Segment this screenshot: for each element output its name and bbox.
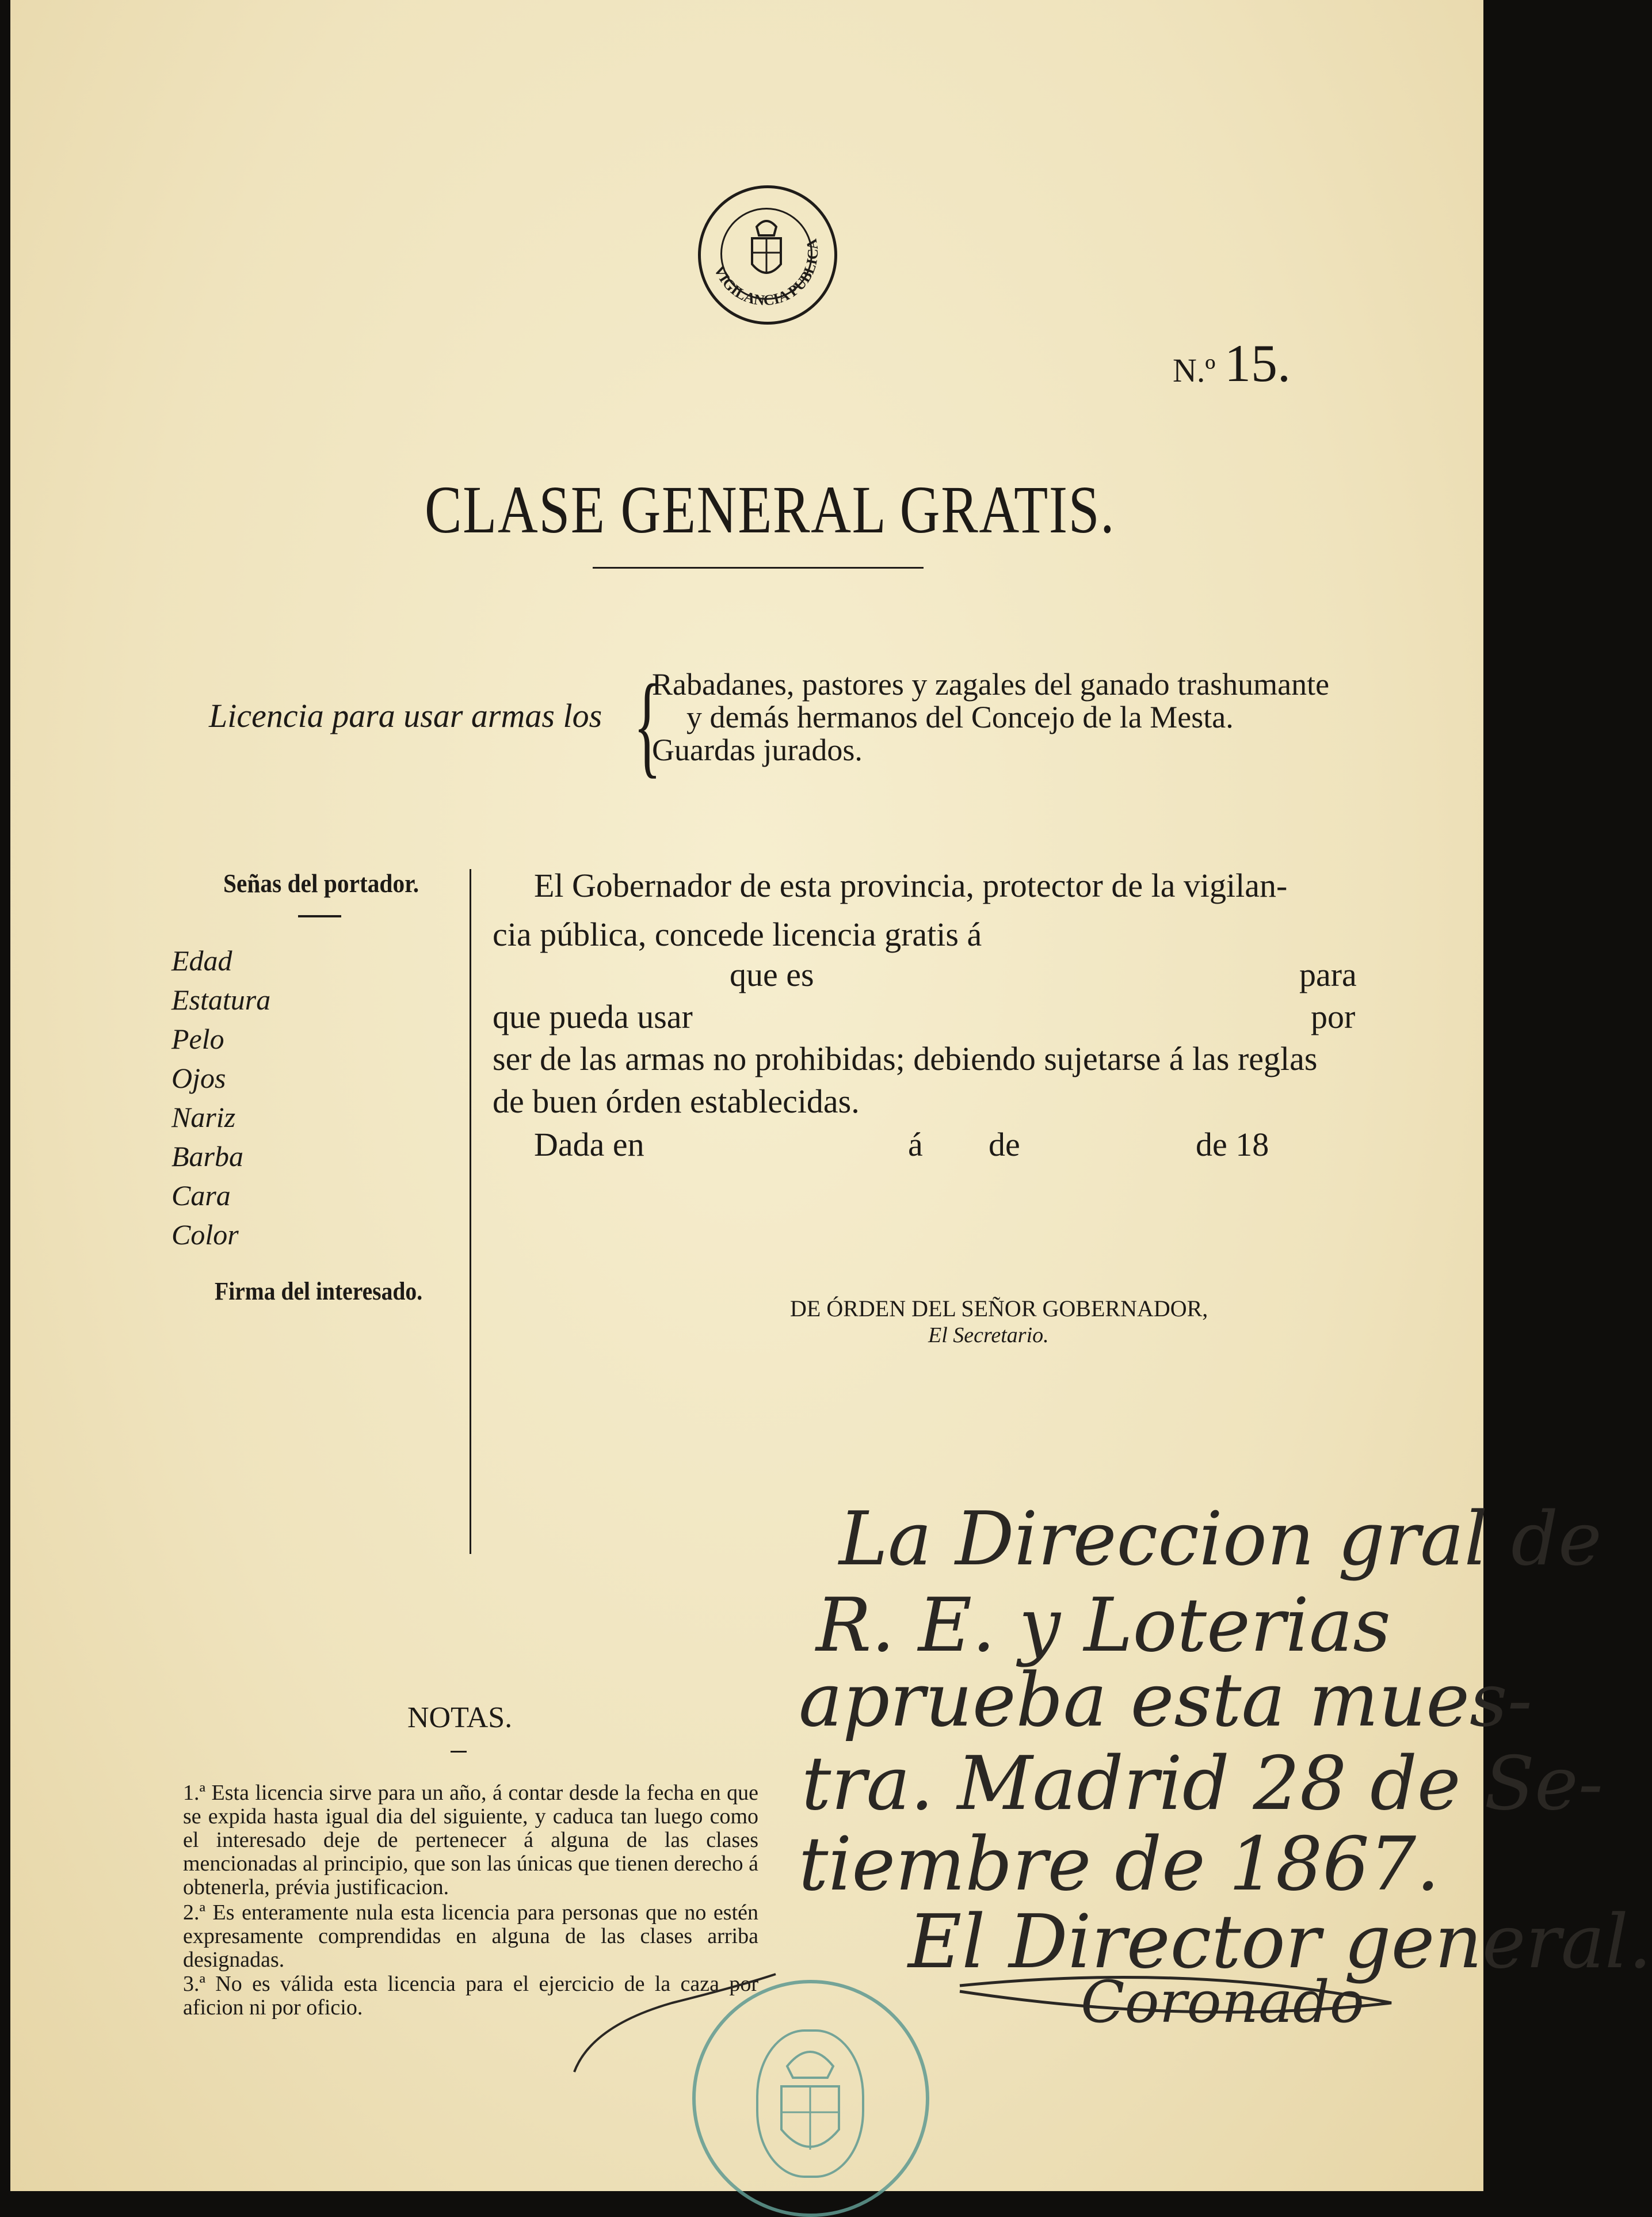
seal-text-ring bbox=[698, 185, 831, 319]
rentas-stamp bbox=[692, 1980, 929, 2217]
note-item: 1.ª Esta licencia sirve para un año, á contar desde la fecha en que se expida hasta igual dia del siguiente, y caduca tan luego como el interesado deje de pertenecer á alguna de las clases mencionadas al principio, que son las únicas que tienen derecho á obtenerla, prévia justificacion. bbox=[183, 1781, 758, 1899]
seal-text: VIGILANCIA PUBLICA bbox=[711, 237, 822, 309]
body-por: por bbox=[1311, 998, 1356, 1035]
handwritten-line: tiembre de 1867. bbox=[799, 1822, 1440, 1907]
handwritten-signature: Coronado bbox=[1081, 1968, 1364, 2036]
stamp-crown-icon bbox=[758, 2032, 862, 2176]
body-line: cia pública, concede licencia gratis á bbox=[493, 916, 982, 953]
notas-dash bbox=[451, 1751, 467, 1753]
senas-title: Señas del portador. bbox=[223, 868, 419, 898]
brace: { bbox=[634, 661, 661, 788]
body-de: de bbox=[989, 1126, 1020, 1163]
stamp-shield bbox=[756, 2029, 864, 2178]
field-edad: Edad bbox=[171, 944, 232, 977]
firma-label: Firma del interesado. bbox=[215, 1277, 423, 1305]
body-de-18: de 18 bbox=[1196, 1126, 1269, 1163]
vigilancia-seal bbox=[698, 185, 837, 325]
note-item: 3.ª No es válida esta licencia para el ejercicio de la caza por aficion ni por oficio. bbox=[183, 1972, 758, 2020]
notas-title: NOTAS. bbox=[407, 1701, 513, 1734]
orden-gobernador: DE ÓRDEN DEL SEÑOR GOBERNADOR, bbox=[790, 1296, 1208, 1321]
license-document bbox=[10, 0, 1652, 2191]
field-nariz: Nariz bbox=[171, 1101, 236, 1133]
licencia-line: Rabadanes, pastores y zagales del ganado trashumante bbox=[652, 667, 1330, 702]
licencia-label: Licencia para usar armas los bbox=[209, 697, 602, 734]
field-ojos: Ojos bbox=[171, 1062, 226, 1094]
signature-flourish bbox=[557, 1957, 1420, 2083]
body-que-es: que es bbox=[730, 956, 814, 993]
handwritten-line: tra. Madrid 28 de Se- bbox=[802, 1741, 1603, 1827]
field-barba: Barba bbox=[171, 1140, 243, 1172]
licencia-line: y demás hermanos del Concejo de la Mesta. bbox=[686, 700, 1234, 734]
licencia-line: Guardas jurados. bbox=[652, 733, 863, 767]
body-line: de buen órden establecidas. bbox=[493, 1083, 860, 1120]
senas-dash bbox=[298, 915, 341, 917]
body-dada-en: Dada en bbox=[534, 1126, 644, 1163]
field-estatura: Estatura bbox=[171, 984, 271, 1016]
body-para: para bbox=[1299, 956, 1357, 993]
field-color: Color bbox=[171, 1218, 239, 1251]
body-line: El Gobernador de esta provincia, protector de la vigilan- bbox=[534, 867, 1288, 904]
document-title: CLASE GENERAL GRATIS. bbox=[425, 472, 1116, 547]
body-a: á bbox=[908, 1126, 923, 1163]
title-underline bbox=[593, 567, 924, 569]
note-item: 2.ª Es enteramente nula esta licencia para personas que no estén expresamente comprendidas en alguna de las clases arriba designadas. bbox=[183, 1900, 758, 1972]
handwritten-line: La Direccion gral de bbox=[839, 1496, 1602, 1582]
body-line: ser de las armas no prohibidas; debiendo sujetarse á las reglas bbox=[493, 1040, 1318, 1077]
body-que-pueda: que pueda usar bbox=[493, 998, 693, 1035]
license-number: 15. bbox=[1224, 334, 1291, 393]
handwritten-line: El Director general. bbox=[908, 1899, 1652, 1985]
field-pelo: Pelo bbox=[171, 1023, 224, 1055]
handwritten-line: aprueba esta mues- bbox=[799, 1658, 1532, 1743]
secretario-label: El Secretario. bbox=[928, 1323, 1049, 1347]
handwritten-line: R. E. y Loterias bbox=[816, 1583, 1391, 1669]
column-divider bbox=[470, 869, 471, 1554]
field-cara: Cara bbox=[171, 1179, 231, 1212]
number-label: N.º bbox=[1173, 352, 1216, 389]
